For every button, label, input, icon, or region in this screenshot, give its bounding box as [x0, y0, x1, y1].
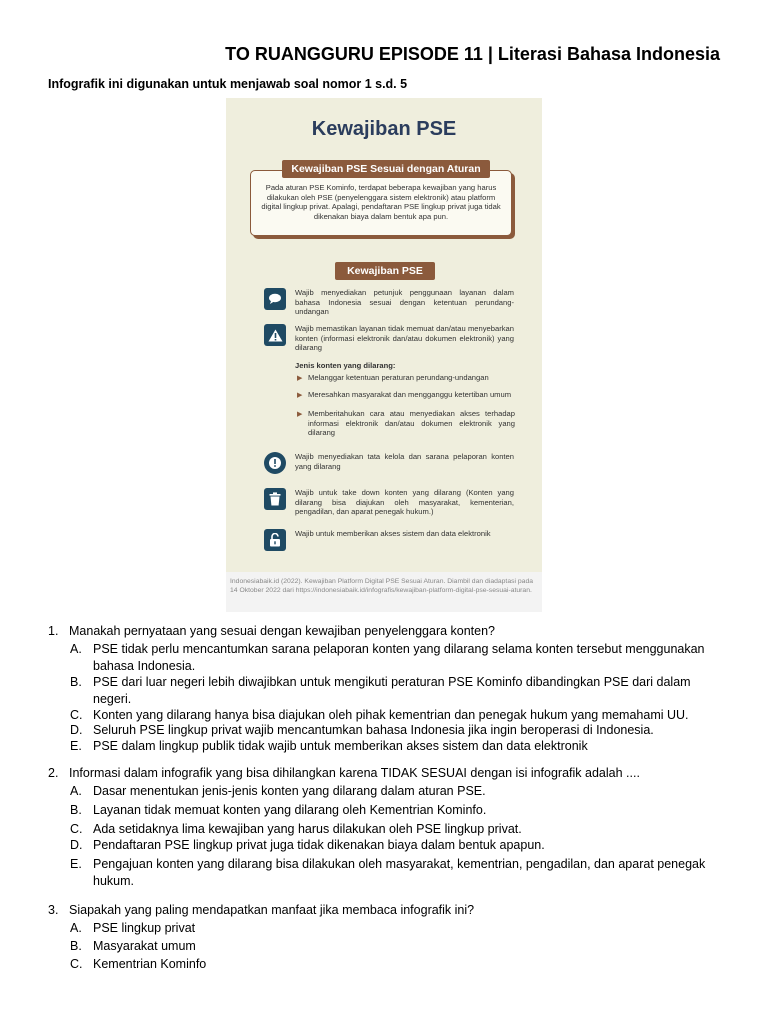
infographic [226, 98, 542, 612]
obligation-text: Wajib memastikan layanan tidak memuat dan/atau menyebarkan konten (informasi elektronik dan/atau dokumen elektronik) yang dilarang [295, 324, 514, 353]
option-text: Konten yang dilarang hanya bisa diajukan oleh pihak kementrian dan penegak hukum yang memahami UU. [93, 708, 689, 722]
option-text: PSE dari luar negeri lebih diwajibkan untuk mengikuti peraturan PSE Kominfo dibandingkan PSE dari dalam negeri. [93, 675, 691, 706]
obligation-text: Wajib menyediakan tata kelola dan sarana pelaporan konten yang dilarang [295, 452, 514, 471]
option-text: Masyarakat umum [93, 939, 196, 953]
option-text: Layanan tidak memuat konten yang dilarang oleh Kementrian Kominfo. [93, 803, 487, 817]
chat-bubble-icon [264, 288, 286, 310]
infographic-source: Indonesiabaik.id (2022). Kewajiban Platform Digital PSE Sesuai Aturan. Diambil dan diadaptasi pada 14 Oktober 2022 dari https://indonesiabaik.id/infografis/kewajiban-platform-digital-pse-sesuai-aturan. [226, 572, 542, 612]
option-letter: D. [70, 838, 83, 852]
option-letter: A. [70, 642, 82, 656]
prohibited-text: Melanggar ketentuan peraturan perundang-undangan [308, 373, 489, 382]
triangle-bullet-icon: ▶ [297, 375, 303, 382]
document-subtitle: Infografik ini digunakan untuk menjawab soal nomor 1 s.d. 5 [48, 77, 408, 91]
question-text: Siapakah yang paling mendapatkan manfaat jika membaca infografik ini? [69, 903, 475, 917]
prohibited-text: Memberitahukan cara atau menyediakan akses terhadap informasi elektronik dan/atau dokumen elektronik yang dilarang [308, 409, 515, 438]
option-letter: A. [70, 784, 82, 798]
question-number: 2. [48, 766, 59, 780]
infographic-title: Kewajiban PSE [311, 118, 457, 140]
option-text: Ada setidaknya lima kewajiban yang harus dilakukan oleh PSE lingkup privat. [93, 822, 522, 836]
option-text: PSE dalam lingkup publik tidak wajib untuk memberikan akses sistem dan data elektronik [93, 739, 588, 753]
infographic-body [226, 98, 542, 572]
option-letter: D. [70, 723, 83, 737]
warning-icon [264, 324, 286, 346]
option-text: Pengajuan konten yang dilarang bisa dilakukan oleh masyarakat, kementrian, pengadilan, dan aparat penegak hukum. [93, 857, 706, 888]
document-title: TO RUANGGURU EPISODE 11 | Literasi Bahasa Indonesia [225, 44, 720, 64]
option-letter: E. [70, 739, 82, 753]
prohibited-heading: Jenis konten yang dilarang: [295, 361, 396, 370]
obligation-text: Wajib untuk memberikan akses sistem dan data elektronik [295, 529, 491, 538]
exclamation-icon [264, 452, 286, 474]
option-text: Seluruh PSE lingkup privat wajib mencantumkan bahasa Indonesia jika ingin beroperasi di Indonesia. [93, 723, 654, 737]
prohibited-text: Meresahkan masyarakat dan mengganggu ketertiban umum [308, 390, 512, 399]
option-text: PSE tidak perlu mencantumkan sarana pelaporan konten yang dilarang selama konten tersebut menggunakan bahasa Indonesia. [93, 642, 705, 673]
option-letter: A. [70, 921, 82, 935]
option-text: PSE lingkup privat [93, 921, 196, 935]
option-letter: B. [70, 939, 82, 953]
option-letter: C. [70, 957, 83, 971]
question-text: Informasi dalam infografik yang bisa dihilangkan karena TIDAK SESUAI dengan isi infografik adalah .... [69, 766, 640, 780]
option-letter: E. [70, 857, 82, 871]
option-letter: C. [70, 822, 83, 836]
option-letter: C. [70, 708, 83, 722]
trash-icon [264, 488, 286, 510]
option-text: Dasar menentukan jenis-jenis konten yang dilarang dalam aturan PSE. [93, 784, 486, 798]
question-number: 3. [48, 903, 59, 917]
triangle-bullet-icon: ▶ [297, 411, 303, 418]
triangle-bullet-icon: ▶ [297, 392, 303, 399]
option-text: Pendaftaran PSE lingkup privat juga tidak dikenakan biaya dalam bentuk apapun. [93, 838, 545, 852]
question-text: Manakah pernyataan yang sesuai dengan kewajiban penyelenggara konten? [69, 624, 496, 638]
unlock-icon [264, 529, 286, 551]
intro-box [250, 170, 512, 236]
banner-aturan: Kewajiban PSE Sesuai dengan Aturan [282, 160, 490, 178]
banner-kewajiban: Kewajiban PSE [335, 262, 435, 280]
question-number: 1. [48, 624, 59, 638]
intro-text: Pada aturan PSE Kominfo, terdapat beberapa kewajiban yang harus dilakukan oleh PSE (penyelenggara sistem elektronik) atau platform digital lingkup privat. Apalagi, pendaftaran PSE lingkup privat juga tidak dikenakan biaya dalam bentuk apa pun. [261, 183, 501, 221]
option-letter: B. [70, 675, 82, 689]
obligation-text: Wajib menyediakan petunjuk penggunaan layanan dalam bahasa Indonesia sesuai dengan ketentuan perundang-undangan [295, 288, 514, 317]
obligation-text: Wajib untuk take down konten yang dilarang (Konten yang dilarang bisa diajukan oleh masyarakat, kementerian, pengadilan, dan aparat penegak hukum.) [295, 488, 514, 517]
option-letter: B. [70, 803, 82, 817]
option-text: Kementrian Kominfo [93, 957, 207, 971]
